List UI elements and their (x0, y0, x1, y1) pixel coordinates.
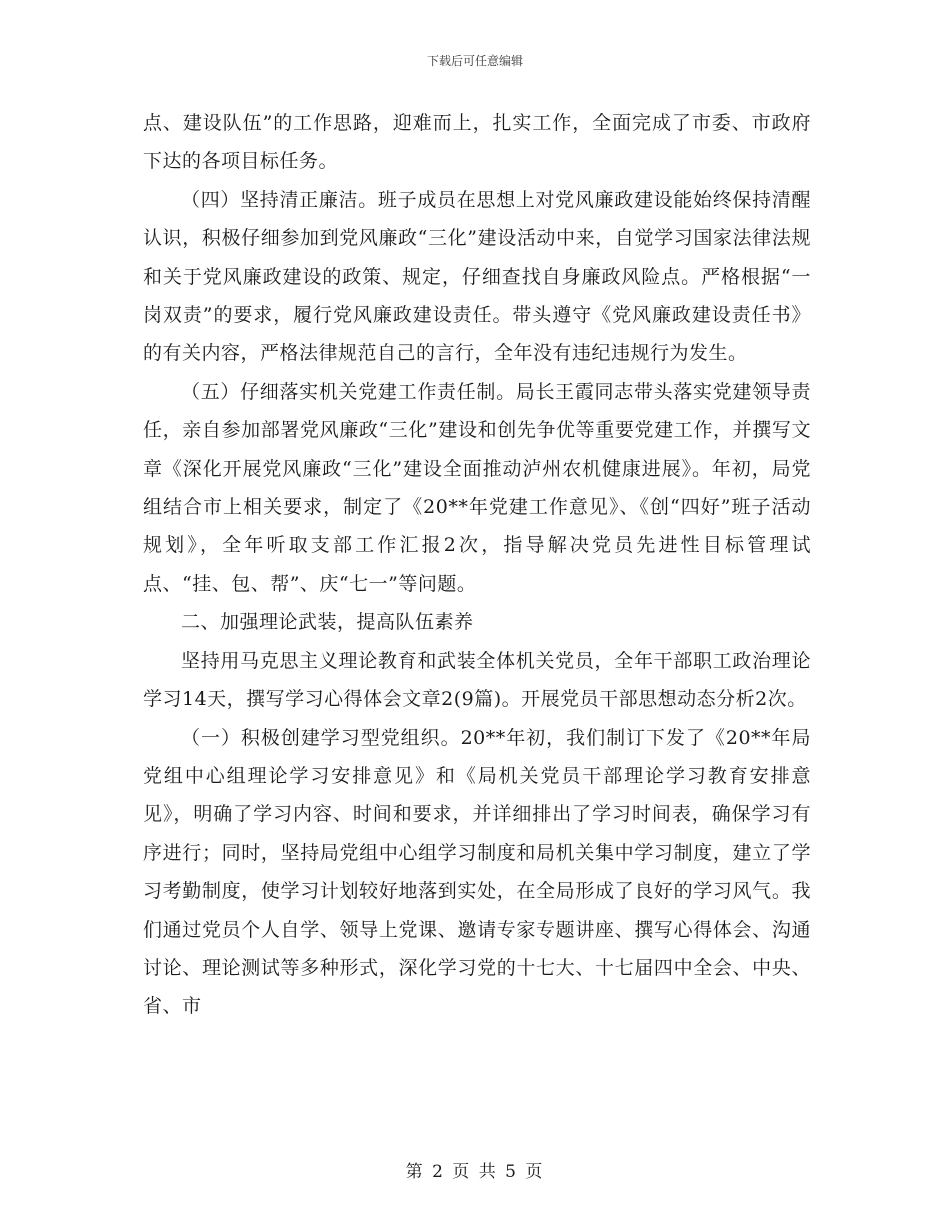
page-header-note: 下载后可任意编辑 (426, 54, 523, 68)
document-body (143, 104, 811, 1026)
paragraph-2: （四）坚持清正廉洁。班子成员在思想上对党风廉政建设能始终保持清醒认识，积极仔细参加到党风廉政“三化”建设活动中来，自觉学习国家法律法规和关于党风廉政建设的政策、规定，仔细查找自身廉政风险点。严格根据“一岗双责”的要求，履行党风廉政建设责任。带头遵守《党风廉政建设责任书》的有关内容，严格法律规范自己的言行，全年没有违纪违规行为发生。 (143, 188, 811, 365)
paragraph-6: （一）积极创建学习型党组织。20**年初，我们制订下发了《20**年局党组中心组理论学习安排意见》和《局机关党员干部理论学习教育安排意见》，明确了学习内容、时间和要求，并详细排出了学习时间表，确保学习有序进行；同时，坚持局党组中心组学习制度和局机关集中学习制度，建立了学习考勤制度，使学习计划较好地落到实处，在全局形成了良好的学习风气。我们通过党员个人自学、领导上党课、邀请专家专题讲座、撰写心得体会、沟通讨论、理论测试等多种形式，深化学习党的十七大、十七届四中全会、中央、省、市 (143, 726, 811, 1018)
paragraph-5: 坚持用马克思主义理论教育和武装全体机关党员，全年干部职工政治理论学习14天，撰写学习心得体会文章2(9篇)。开展党员干部思想动态分析2次。 (143, 649, 811, 711)
paragraph-1: 点、建设队伍”的工作思路，迎难而上，扎实工作，全面完成了市委、市政府下达的各项目标任务。 (143, 112, 811, 173)
section-heading: 二、加强理论武装，提高队伍素养 (181, 611, 474, 634)
paragraph-3: （五）仔细落实机关党建工作责任制。局长王霞同志带头落实党建领导责任，亲自参加部署党风廉政“三化”建设和创先争优等重要党建工作，并撰写文章《深化开展党风廉政“三化”建设全面推动泸州农机健康进展》。年初，局党组结合市上相关要求，制定了《20**年党建工作意见》、《创“四好”班子活动规划》，全年听取支部工作汇报2次，指导解决党员先进性目标管理试点、“挂、包、帮”、庆“七一”等问题。 (143, 380, 811, 595)
page-footer-number: 第 2 页 共 5 页 (405, 1162, 545, 1182)
